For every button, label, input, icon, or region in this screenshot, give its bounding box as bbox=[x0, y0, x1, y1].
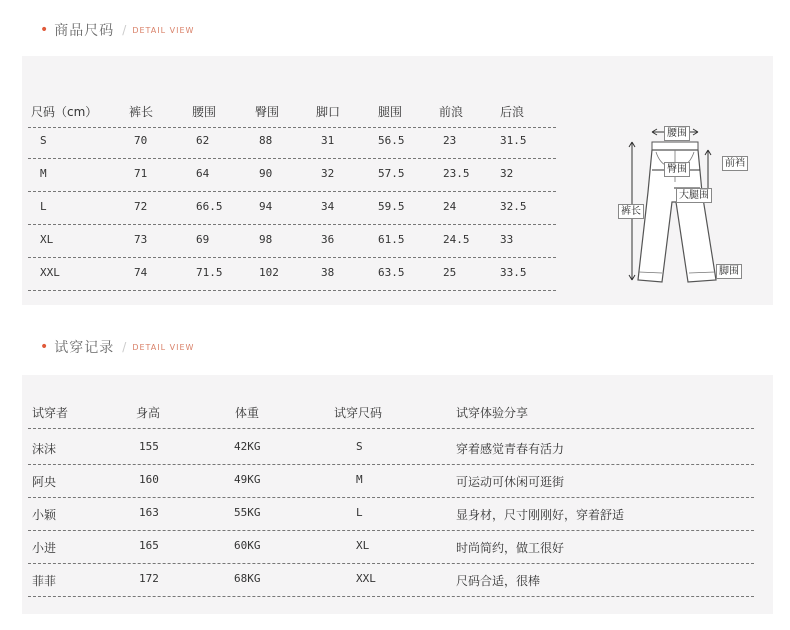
size-cell: 31 bbox=[321, 134, 335, 147]
trial-cell: 42KG bbox=[234, 440, 261, 453]
size-cell: 25 bbox=[443, 266, 457, 279]
size-cell: 61.5 bbox=[378, 233, 405, 246]
trial-cell: 165 bbox=[139, 539, 159, 552]
trial-header-2: 体重 bbox=[235, 406, 260, 420]
trial-header-3: 试穿尺码 bbox=[334, 406, 383, 420]
size-cell: 62 bbox=[196, 134, 210, 147]
size-cell: 32 bbox=[500, 167, 514, 180]
size-cell: 31.5 bbox=[500, 134, 527, 147]
size-cell: 23.5 bbox=[443, 167, 470, 180]
trial-divider bbox=[28, 596, 754, 597]
trial-cell: S bbox=[356, 440, 363, 453]
trial-cell: 显身材，尺寸刚刚好，穿着舒适 bbox=[456, 508, 625, 522]
trial-header-1: 身高 bbox=[136, 406, 161, 420]
front-rise-label: 前裆 bbox=[722, 156, 748, 171]
size-cell: 69 bbox=[196, 233, 210, 246]
size-cell: 88 bbox=[259, 134, 273, 147]
size-cell: 74 bbox=[134, 266, 148, 279]
size-header-5: 腿围 bbox=[378, 105, 403, 119]
size-cell: XXL bbox=[40, 266, 60, 279]
trial-cell: 160 bbox=[139, 473, 159, 486]
size-divider bbox=[28, 224, 556, 225]
length-label: 裤长 bbox=[618, 204, 644, 219]
trial-cell: 163 bbox=[139, 506, 159, 519]
size-cell: 36 bbox=[321, 233, 335, 246]
trial-cell: 时尚简约，做工很好 bbox=[456, 541, 565, 555]
size-header-0: 尺码（cm） bbox=[31, 105, 98, 119]
trial-cell: 沫沫 bbox=[32, 442, 57, 456]
trial-cell: 60KG bbox=[234, 539, 261, 552]
trial-section-subtitle: DETAIL VIEW bbox=[132, 342, 195, 352]
trial-cell: 小进 bbox=[32, 541, 57, 555]
trial-cell: 55KG bbox=[234, 506, 261, 519]
size-cell: 98 bbox=[259, 233, 273, 246]
trial-section-title: 试穿记录 bbox=[54, 340, 115, 356]
size-divider bbox=[28, 290, 556, 291]
trial-divider bbox=[28, 464, 754, 465]
trial-cell: 155 bbox=[139, 440, 159, 453]
size-cell: 57.5 bbox=[378, 167, 405, 180]
bullet-dot-icon: • bbox=[40, 22, 49, 38]
title-slash-icon: / bbox=[122, 340, 127, 354]
size-section-subtitle: DETAIL VIEW bbox=[132, 25, 195, 35]
size-cell: 70 bbox=[134, 134, 148, 147]
size-cell: 56.5 bbox=[378, 134, 405, 147]
size-cell: 24.5 bbox=[443, 233, 470, 246]
size-cell: L bbox=[40, 200, 47, 213]
hem-label: 脚围 bbox=[716, 264, 742, 279]
size-divider bbox=[28, 191, 556, 192]
bullet-dot-icon: • bbox=[40, 339, 49, 355]
trial-divider bbox=[28, 530, 754, 531]
trial-cell: XL bbox=[356, 539, 370, 552]
pants-diagram bbox=[612, 122, 762, 287]
size-header-4: 脚口 bbox=[316, 105, 341, 119]
size-cell: 90 bbox=[259, 167, 273, 180]
size-cell: 32.5 bbox=[500, 200, 527, 213]
size-cell: 38 bbox=[321, 266, 335, 279]
size-cell: 73 bbox=[134, 233, 148, 246]
trial-cell: M bbox=[356, 473, 363, 486]
size-cell: 24 bbox=[443, 200, 457, 213]
trial-cell: XXL bbox=[356, 572, 376, 585]
size-header-3: 臀围 bbox=[255, 105, 280, 119]
size-header-6: 前浪 bbox=[439, 105, 464, 119]
size-cell: XL bbox=[40, 233, 54, 246]
size-cell: S bbox=[40, 134, 47, 147]
size-cell: 33.5 bbox=[500, 266, 527, 279]
size-cell: 66.5 bbox=[196, 200, 223, 213]
trial-divider bbox=[28, 563, 754, 564]
size-header-1: 裤长 bbox=[129, 105, 154, 119]
trial-header-0: 试穿者 bbox=[32, 406, 69, 420]
trial-cell: 172 bbox=[139, 572, 159, 585]
size-section-title: 商品尺码 bbox=[54, 23, 115, 39]
trial-cell: 68KG bbox=[234, 572, 261, 585]
size-divider bbox=[28, 158, 556, 159]
trial-section-heading bbox=[40, 336, 194, 358]
trial-cell: L bbox=[356, 506, 363, 519]
size-cell: M bbox=[40, 167, 47, 180]
size-cell: 71.5 bbox=[196, 266, 223, 279]
thigh-label: 大腿围 bbox=[676, 188, 712, 203]
trial-record-panel bbox=[22, 375, 773, 614]
trial-divider bbox=[28, 428, 754, 429]
trial-cell: 49KG bbox=[234, 473, 261, 486]
trial-cell: 可运动可休闲可逛街 bbox=[456, 475, 565, 489]
size-section-heading bbox=[40, 19, 194, 41]
trial-cell: 穿着感觉青春有活力 bbox=[456, 442, 565, 456]
title-slash-icon: / bbox=[122, 23, 127, 37]
size-cell: 94 bbox=[259, 200, 273, 213]
trial-header-4: 试穿体验分享 bbox=[456, 406, 529, 420]
size-cell: 64 bbox=[196, 167, 210, 180]
size-cell: 23 bbox=[443, 134, 457, 147]
size-cell: 33 bbox=[500, 233, 514, 246]
size-cell: 59.5 bbox=[378, 200, 405, 213]
size-divider bbox=[28, 127, 556, 128]
trial-cell: 菲菲 bbox=[32, 574, 57, 588]
waist-label: 腰围 bbox=[664, 126, 690, 141]
trial-divider bbox=[28, 497, 754, 498]
size-cell: 72 bbox=[134, 200, 148, 213]
trial-cell: 小颖 bbox=[32, 508, 57, 522]
size-divider bbox=[28, 257, 556, 258]
size-header-7: 后浪 bbox=[500, 105, 525, 119]
size-cell: 34 bbox=[321, 200, 335, 213]
size-cell: 32 bbox=[321, 167, 335, 180]
trial-cell: 阿央 bbox=[32, 475, 57, 489]
size-header-2: 腰围 bbox=[192, 105, 217, 119]
size-cell: 63.5 bbox=[378, 266, 405, 279]
trial-cell: 尺码合适，很棒 bbox=[456, 574, 541, 588]
size-cell: 102 bbox=[259, 266, 279, 279]
size-cell: 71 bbox=[134, 167, 148, 180]
hip-label: 臀围 bbox=[664, 162, 690, 177]
